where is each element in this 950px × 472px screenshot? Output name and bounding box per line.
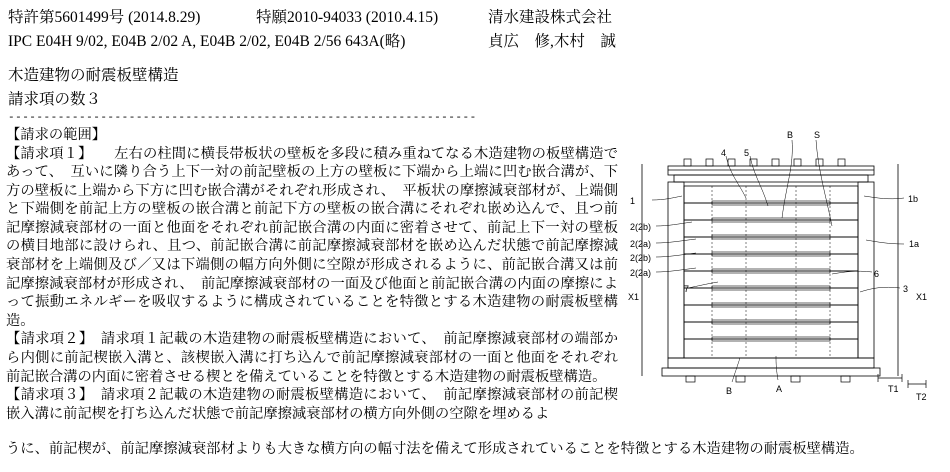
figure-callout: 3 (903, 284, 909, 294)
header-row-2 (8, 30, 938, 54)
patent-figure (626, 126, 944, 416)
page-title: 木造建物の耐震板壁構造 (8, 67, 179, 84)
figure-callout: B (726, 386, 733, 396)
figure-callout: 2(2b) (630, 253, 652, 263)
figure-callout: T2 (916, 392, 927, 402)
figure-callout: T1 (888, 384, 899, 394)
claim-item-1: 【請求項１】 左右の柱間に横長帯板状の壁板を多段に積み重ねてなる木造建物の板壁構造であって、 互いに隣り合う上下一対の前記壁板の上方の壁板に下端から上端に凹む嵌合溝が、下方の壁板に上端から下方に凹む嵌合溝がそれぞれ形成され、 平板状の摩擦減衰部材が、上端側と下端側を前記上方の壁板の嵌合溝と前記下方の壁板の嵌合溝にそれぞれ嵌め込んで、且つ前記摩擦減衰部材の一面と他面をそれぞれ前記嵌合溝の内面に密着させて、前記上下一対の壁板の横目地部に設けられ、且つ、前記嵌合溝に前記摩擦減衰部材を嵌め込んだ状態で前記摩擦減衰部材を上端側及び／又は下端側の幅方向外側に空隙が形成されるように、前記嵌合溝又は前記摩擦減衰部材が形成され、 前記摩擦減衰部材の一面及び他面と前記嵌合溝の内面の摩擦によって振動エネルギーを吸収するように構成されていることを特徴とする木造建物の耐震板壁構造。 (6, 145, 618, 329)
inventor-names: 貞広 修,木村 誠 (488, 33, 616, 51)
figure-callout: 1a (909, 239, 920, 249)
claim-count: 請求項の数３ (8, 91, 102, 108)
patent-number: 特許第5601499号 (2014.8.29) (8, 9, 201, 26)
figure-callout: 4 (721, 148, 727, 158)
applicant-name: 清水建設株式会社 (488, 9, 613, 26)
figure-callout: 2(2a) (630, 268, 652, 278)
figure-callout: 6 (874, 269, 880, 279)
claims-scope-heading: 【請求の範囲】 (6, 127, 107, 143)
divider: ------------------------------------------------------------------ (8, 112, 477, 124)
figure-callout: S (814, 130, 821, 140)
application-number: 特願2010-94033 (2010.4.15) (256, 9, 439, 26)
figure-drawing (626, 126, 944, 416)
figure-callout: 2(2a) (630, 239, 652, 249)
claims-body (6, 126, 618, 423)
figure-callout: 5 (744, 148, 750, 158)
header-row-1 (8, 6, 938, 30)
claim-item-2: 【請求項２】 請求項１記載の木造建物の耐震板壁構造において、 前記摩擦減衰部材の端部から内側に前記楔嵌入溝と、該楔嵌入溝に打ち込んで前記摩擦減衰部材の一面と他面をそれぞれ前記嵌合溝の内面に密着させる楔とを備えていることを特徴とする木造建物の耐震板壁構造。 (6, 331, 618, 385)
figure-callout: 1 (630, 196, 636, 206)
figure-callout: B (787, 130, 794, 140)
figure-callout: X1 (916, 292, 928, 302)
figure-callout: 2(2b) (630, 222, 652, 232)
claim-item-3: 【請求項３】 請求項２記載の木造建物の耐震板壁構造において、 前記摩擦減衰部材の前記楔嵌入溝に前記楔を打ち込んだ状態で前記摩擦減衰部材の横方向外側の空隙を埋めるよ (6, 387, 618, 422)
ipc-classification: IPC E04H 9/02, E04B 2/02 A, E04B 2/02, E04B 2/56 643A(略) (8, 33, 406, 51)
figure-callout: A (776, 384, 783, 394)
figure-callout: X1 (628, 292, 640, 302)
header-block (8, 6, 938, 54)
figure-callout: 1b (908, 194, 919, 204)
figure-callout: 7 (684, 284, 690, 294)
claim-continuation-line: うに、前記楔が、前記摩擦減衰部材よりも大きな横方向の幅寸法を備えて形成されていることを特徴とする木造建物の耐震板壁構造。 (6, 441, 864, 457)
